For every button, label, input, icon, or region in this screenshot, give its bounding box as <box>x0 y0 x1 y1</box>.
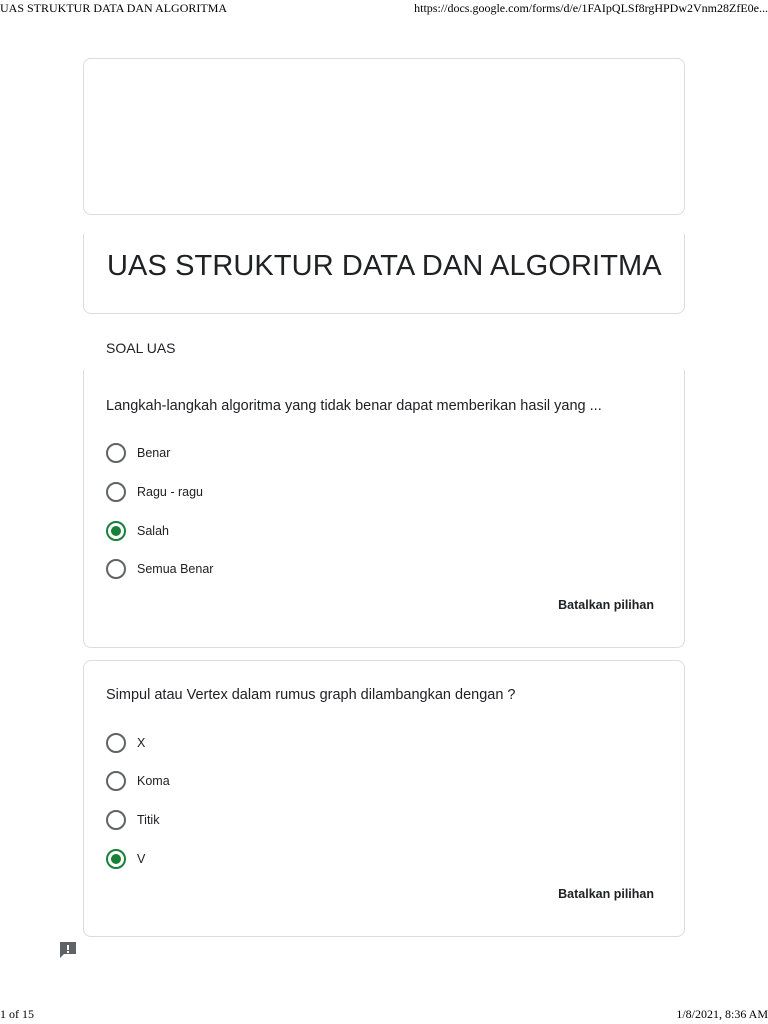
question-text: Simpul atau Vertex dalam rumus graph dilambangkan dengan ? <box>106 687 516 703</box>
option-label: Koma <box>137 774 170 788</box>
radio-button-checked[interactable] <box>106 849 126 869</box>
option-label: Semua Benar <box>137 562 214 576</box>
form-title: UAS STRUKTUR DATA DAN ALGORITMA <box>107 250 662 282</box>
section-description: SOAL UAS <box>106 340 176 356</box>
option-koma[interactable] <box>106 770 170 792</box>
option-label: Titik <box>137 813 160 827</box>
option-semua-benar[interactable] <box>106 558 213 580</box>
option-label: Ragu - ragu <box>137 485 204 499</box>
radio-button-checked[interactable] <box>106 521 126 541</box>
option-titik[interactable] <box>106 809 159 831</box>
radio-button[interactable] <box>106 733 126 753</box>
radio-button[interactable] <box>106 559 126 579</box>
radio-button[interactable] <box>106 810 126 830</box>
print-header-title: UAS STRUKTUR DATA DAN ALGORITMA <box>0 1 228 15</box>
report-feedback-icon[interactable] <box>58 940 78 960</box>
print-datetime: 1/8/2021, 8:36 AM <box>676 1007 768 1021</box>
clear-selection-button[interactable]: Batalkan pilihan <box>558 887 654 901</box>
print-page-number: 1 of 15 <box>0 1007 34 1021</box>
option-x[interactable] <box>106 732 145 754</box>
option-ragu-ragu[interactable] <box>106 481 203 503</box>
option-label: Salah <box>137 524 169 538</box>
form-header-banner <box>83 58 685 215</box>
print-footer <box>0 1008 768 1024</box>
print-header-url: https://docs.google.com/forms/d/e/1FAIpQLSf8rgHPDw2Vnm28ZfE0e... <box>414 1 768 15</box>
radio-button[interactable] <box>106 482 126 502</box>
clear-selection-button[interactable]: Batalkan pilihan <box>558 598 654 612</box>
option-label: V <box>137 852 146 866</box>
radio-button[interactable] <box>106 443 126 463</box>
question-card-1 <box>83 370 685 648</box>
form-title-card <box>83 234 685 314</box>
question-text: Langkah-langkah algoritma yang tidak benar dapat memberikan hasil yang ... <box>106 398 602 414</box>
radio-button[interactable] <box>106 771 126 791</box>
option-salah[interactable] <box>106 520 169 542</box>
option-benar[interactable] <box>106 442 170 464</box>
print-header <box>0 0 768 16</box>
option-v[interactable] <box>106 848 145 870</box>
question-card-2 <box>83 660 685 937</box>
option-label: Benar <box>137 446 171 460</box>
option-label: X <box>137 736 146 750</box>
